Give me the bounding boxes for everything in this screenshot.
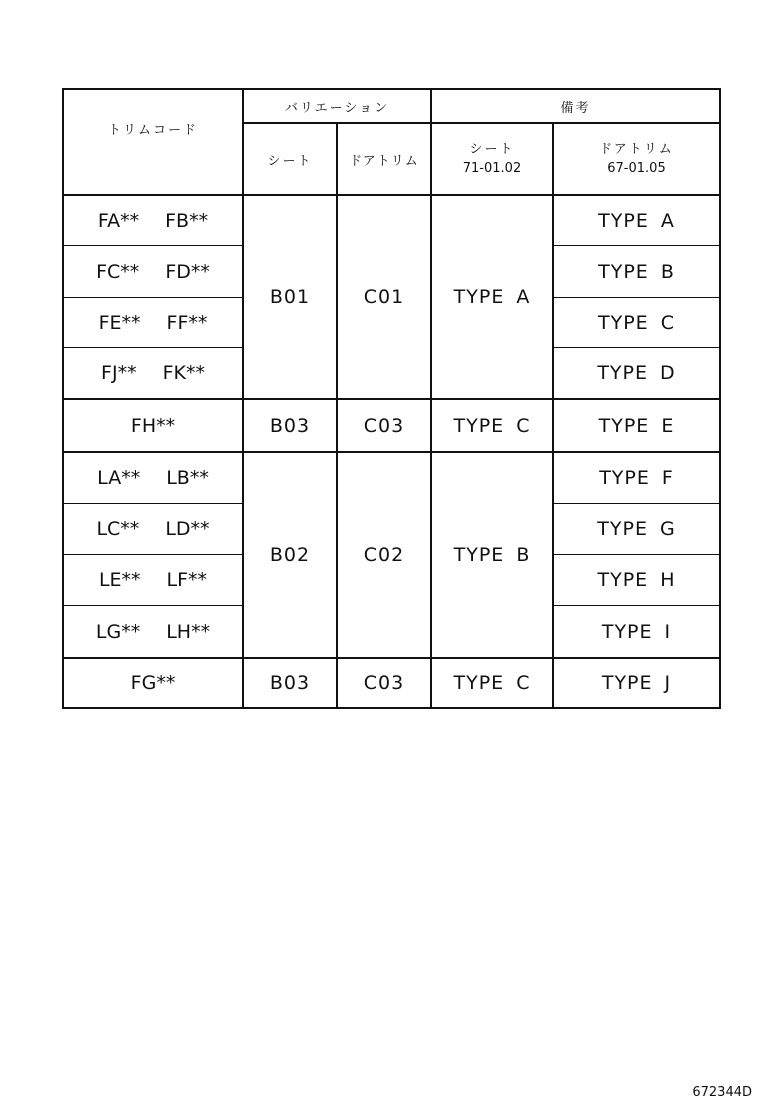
trim-code-row: LG** LH** — [95, 620, 211, 643]
door-trim-remark-value: TYPE D — [597, 362, 676, 384]
seat-remark-value: TYPE C — [453, 414, 531, 437]
door-trim-remark-value: TYPE C — [598, 311, 675, 334]
door-trim-remark-value: TYPE A — [598, 209, 675, 232]
seat-variation-value: B01 — [269, 286, 311, 308]
trim-code-row: FE** FF** — [98, 311, 208, 334]
header-variation: バリエーション — [284, 100, 390, 116]
seat-variation-value: B03 — [269, 414, 311, 437]
header-seat: シート — [267, 153, 313, 169]
door-trim-remark-value: TYPE B — [598, 260, 675, 283]
door-trim-variation-value: C03 — [363, 672, 405, 694]
trim-code-row: LC** LD** — [96, 518, 210, 540]
header-remarks-seat: シート 71-01.02 — [462, 142, 522, 176]
trim-code-row: FG** — [130, 672, 176, 694]
header-remarks-door-trim: ドアトリム 67-01.05 — [599, 142, 674, 176]
figure-id: 672344D — [692, 1085, 752, 1100]
seat-variation-value: B03 — [269, 672, 311, 694]
door-trim-remark-value: TYPE I — [601, 620, 672, 643]
door-trim-variation-value: C01 — [363, 286, 405, 308]
header-remarks: 備考 — [560, 100, 591, 116]
trim-code-row: FJ** FK** — [101, 362, 205, 384]
door-trim-remark-value: TYPE J — [601, 672, 672, 694]
trim-code-row: LE** LF** — [98, 569, 208, 591]
header-door-trim: ドアトリム — [349, 153, 419, 169]
trim-code-row: FC** FD** — [96, 260, 210, 283]
trim-code-row: LA** LB** — [97, 467, 209, 489]
door-trim-remark-value: TYPE H — [597, 569, 676, 591]
door-trim-variation-value: C02 — [363, 544, 405, 566]
door-trim-remark-value: TYPE E — [598, 414, 675, 437]
trim-code-row: FA** FB** — [97, 209, 209, 232]
trim-code-row: FH** — [130, 414, 176, 437]
door-trim-remark-value: TYPE F — [599, 467, 674, 489]
door-trim-remark-value: TYPE G — [597, 518, 676, 540]
door-trim-variation-value: C03 — [363, 414, 405, 437]
header-trim-code: トリムコード — [107, 122, 198, 138]
trim-variation-table — [62, 88, 721, 709]
seat-remark-value: TYPE B — [453, 544, 531, 566]
seat-variation-value: B02 — [269, 544, 311, 566]
seat-remark-value: TYPE C — [453, 672, 531, 694]
seat-remark-value: TYPE A — [453, 286, 531, 308]
